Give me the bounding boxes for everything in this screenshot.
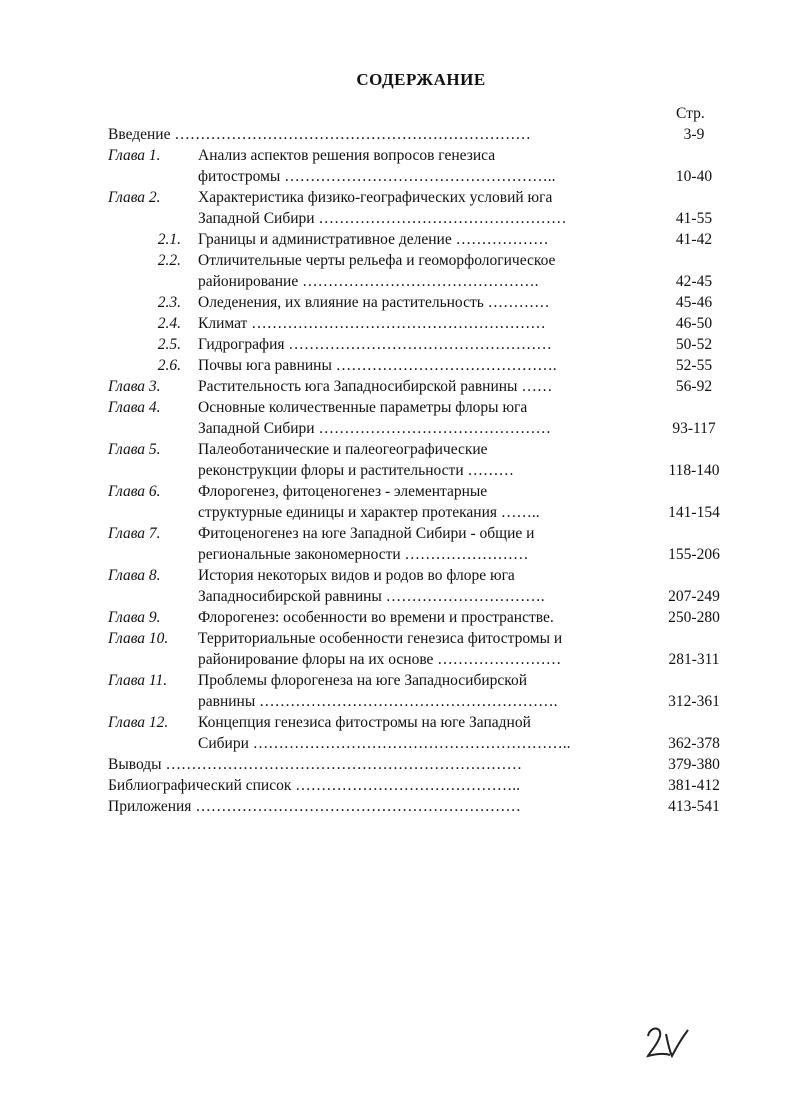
toc-entry <box>0 586 794 607</box>
toc-entry <box>0 775 794 796</box>
chapter-label: Глава 5. <box>108 441 161 458</box>
page-range: 413-541 <box>668 798 720 815</box>
entry-title: Западной Сибири ………………………………………… <box>198 210 567 227</box>
entry-title: Введение …………………………………………………………… <box>108 126 531 143</box>
entry-title: Анализ аспектов решения вопросов генезиса <box>198 147 496 164</box>
page-range: 93-117 <box>672 420 716 437</box>
entry-title: Приложения ……………………………………………………… <box>108 798 521 815</box>
entry-title: Растительность юга Западносибирской равнины …… <box>198 378 553 395</box>
entry-title: региональные закономерности …………………… <box>198 546 529 563</box>
page-title: СОДЕРЖАНИЕ <box>356 70 486 89</box>
page-range: 379-380 <box>668 756 720 773</box>
toc-entry <box>0 418 794 439</box>
toc-entry <box>0 292 794 313</box>
page-range: 141-154 <box>668 504 720 521</box>
entry-title: Почвы юга равнины ……………………………………. <box>198 357 557 374</box>
section-number: 2.2. <box>157 252 181 269</box>
page-range: 52-55 <box>675 357 713 374</box>
chapter-label: Глава 7. <box>108 525 161 542</box>
page-range: 56-92 <box>675 378 713 395</box>
entry-title: История некоторых видов и родов во флоре юга <box>198 567 515 584</box>
toc-entry <box>0 460 794 481</box>
chapter-label: Глава 2. <box>108 189 161 206</box>
entry-title: Характеристика физико-географических условий юга <box>198 189 553 206</box>
chapter-label: Глава 6. <box>108 483 161 500</box>
toc-entry <box>0 397 794 418</box>
toc-entry <box>0 355 794 376</box>
table-of-contents <box>0 124 794 817</box>
page-range: 45-46 <box>675 294 713 311</box>
toc-entry <box>0 376 794 397</box>
entry-title: фитостромы …………………………………………….. <box>198 168 556 185</box>
toc-entry <box>0 670 794 691</box>
toc-entry <box>0 250 794 271</box>
page-range: 41-55 <box>675 210 713 227</box>
entry-title: Западной Сибири ……………………………………… <box>198 420 551 437</box>
entry-title: Основные количественные параметры флоры юга <box>198 399 528 416</box>
toc-entry <box>0 439 794 460</box>
page-range: 118-140 <box>668 462 720 479</box>
chapter-label: Глава 11. <box>108 672 168 689</box>
chapter-label: Глава 12. <box>108 714 169 731</box>
toc-entry <box>0 523 794 544</box>
toc-entry <box>0 124 794 145</box>
section-number: 2.1. <box>157 231 181 248</box>
entry-title: Фитоценогенез на юге Западной Сибири - общие и <box>198 525 535 542</box>
section-number: 2.3. <box>157 294 181 311</box>
page-range: 42-45 <box>675 273 713 290</box>
toc-entry <box>0 502 794 523</box>
section-number: 2.4. <box>157 315 181 332</box>
chapter-label: Глава 1. <box>108 147 161 164</box>
chapter-label: Глава 3. <box>108 378 161 395</box>
entry-title: Флорогенез: особенности во времени и пространстве. <box>198 609 554 626</box>
page-range: 281-311 <box>668 651 720 668</box>
toc-entry <box>0 649 794 670</box>
toc-entry <box>0 145 794 166</box>
toc-entry <box>0 208 794 229</box>
entry-title: Сибири …………………………………………………….. <box>198 735 571 752</box>
toc-entry <box>0 607 794 628</box>
page-range: 41-42 <box>675 231 713 248</box>
entry-title: Отличительные черты рельефа и геоморфологическое <box>198 252 556 269</box>
entry-title: Библиографический список …………………………………….. <box>108 777 520 794</box>
entry-title: Палеоботанические и палеогеографические <box>198 441 488 458</box>
entry-title: районирование ………………………………………. <box>198 273 539 290</box>
entry-title: Концепция генезиса фитостромы на юге Западной <box>198 714 531 731</box>
chapter-label: Глава 4. <box>108 399 161 416</box>
toc-entry <box>0 733 794 754</box>
page-range: 50-52 <box>675 336 713 353</box>
toc-entry <box>0 565 794 586</box>
page-range: 250-280 <box>668 609 720 626</box>
entry-title: Выводы …………………………………………………………… <box>108 756 522 773</box>
entry-title: Проблемы флорогенеза на юге Западносибирской <box>198 672 528 689</box>
entry-title: Оледенения, их влияние на растительность ………… <box>198 294 550 311</box>
toc-entry <box>0 691 794 712</box>
page-range: 3-9 <box>683 126 705 143</box>
entry-title: Флорогенез, фитоценогенез - элементарные <box>198 483 488 500</box>
entry-title: структурные единицы и характер протекания …….. <box>198 504 540 521</box>
entry-title: Границы и административное деление ……………… <box>198 231 549 248</box>
chapter-label: Глава 8. <box>108 567 161 584</box>
page-range: 46-50 <box>675 315 713 332</box>
page-range: 381-412 <box>668 777 720 794</box>
toc-entry <box>0 187 794 208</box>
entry-title: равнины …………………………………………………. <box>198 693 558 710</box>
toc-entry <box>0 544 794 565</box>
entry-title: Гидрография …………………………………………… <box>198 336 552 353</box>
handwritten-page-number <box>642 1022 692 1062</box>
toc-entry <box>0 712 794 733</box>
page-range: 312-361 <box>668 693 720 710</box>
section-number: 2.5. <box>157 336 181 353</box>
page-column-header: Стр. <box>676 105 705 122</box>
toc-entry <box>0 334 794 355</box>
chapter-label: Глава 9. <box>108 609 161 626</box>
toc-entry <box>0 313 794 334</box>
toc-entry <box>0 754 794 775</box>
toc-entry <box>0 229 794 250</box>
entry-title: реконструкции флоры и растительности ……… <box>198 462 514 479</box>
entry-title: районирование флоры на их основе …………………… <box>198 651 562 668</box>
page-range: 362-378 <box>668 735 720 752</box>
entry-title: Западносибирской равнины …………………………. <box>198 588 545 605</box>
page-range: 10-40 <box>675 168 713 185</box>
toc-entry <box>0 481 794 502</box>
toc-entry <box>0 628 794 649</box>
entry-title: Территориальные особенности генезиса фитостромы и <box>198 630 563 647</box>
entry-title: Климат ………………………………………………… <box>198 315 546 332</box>
page-range: 155-206 <box>668 546 720 563</box>
chapter-label: Глава 10. <box>108 630 169 647</box>
page-range: 207-249 <box>668 588 720 605</box>
section-number: 2.6. <box>157 357 181 374</box>
toc-entry <box>0 271 794 292</box>
toc-entry <box>0 796 794 817</box>
toc-entry <box>0 166 794 187</box>
